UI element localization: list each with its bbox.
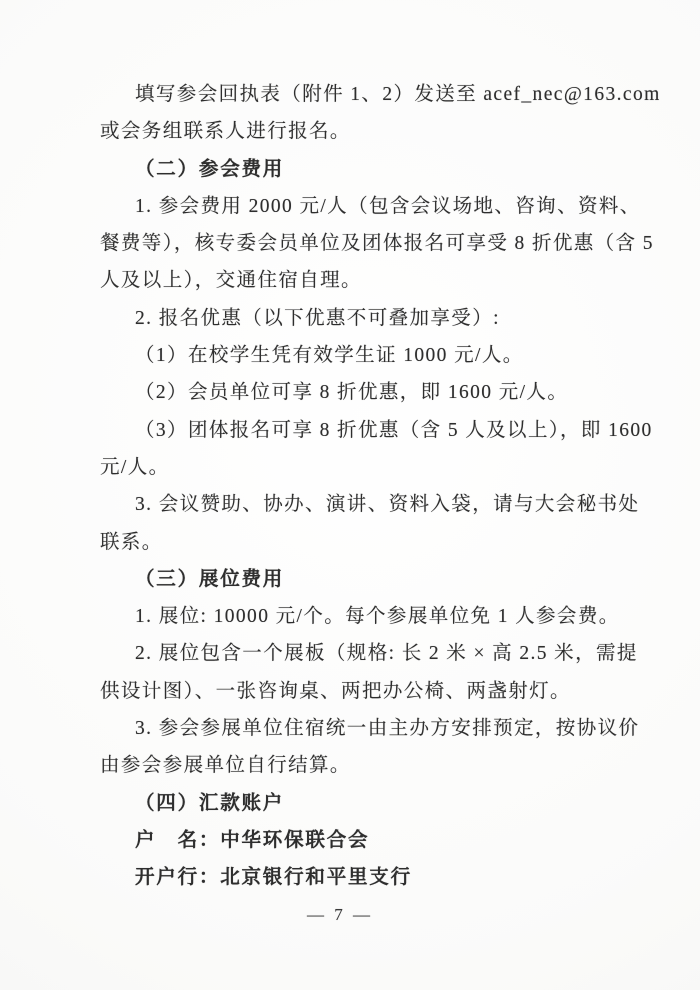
paragraph-account-bank: 开户行：北京银行和平里支行 bbox=[135, 867, 412, 889]
section-heading-account: （四）汇款账户 bbox=[135, 792, 285, 814]
paragraph-booth-price: 1. 展位: 10000 元/个。每个参展单位免 1 人参会费。 bbox=[135, 606, 620, 628]
paragraph-booth-spec: 2. 展位包含一个展板（规格: 长 2 米 × 高 2.5 米，需提 bbox=[135, 643, 638, 665]
paragraph-discount-intro: 2. 报名优惠（以下优惠不可叠加享受）: bbox=[135, 307, 500, 329]
paragraph-fee-item-1-cont: 餐费等），核专委会员单位及团体报名可享受 8 折优惠（含 5 bbox=[100, 233, 654, 255]
paragraph-booth-spec-cont: 供设计图）、一张咨询桌、两把办公椅、两盏射灯。 bbox=[100, 680, 571, 702]
paragraph-registration-email-cont: 或会务组联系人进行报名。 bbox=[100, 121, 351, 143]
paragraph-sponsorship-cont: 联系。 bbox=[100, 531, 163, 553]
paragraph-fee-item-1-cont2: 人及以上），交通住宿自理。 bbox=[100, 270, 362, 292]
paragraph-accommodation-cont: 由参会参展单位自行结算。 bbox=[100, 755, 351, 777]
paragraph-discount-group-cont: 元/人。 bbox=[100, 456, 170, 478]
section-heading-booth: （三）展位费用 bbox=[135, 568, 285, 590]
paragraph-account-name: 户 名：中华环保联合会 bbox=[135, 829, 370, 851]
document-body bbox=[100, 76, 661, 897]
page-number: — 7 — bbox=[307, 905, 373, 924]
paragraph-fee-item-1: 1. 参会费用 2000 元/人（包含会议场地、咨询、资料、 bbox=[135, 195, 641, 217]
paragraph-discount-group: （3）团体报名可享 8 折优惠（含 5 人及以上），即 1600 bbox=[135, 419, 653, 441]
paragraph-registration-email: 填写参会回执表（附件 1、2）发送至 acef_nec@163.com bbox=[135, 84, 661, 105]
paragraph-discount-member: （2）会员单位可享 8 折优惠，即 1600 元/人。 bbox=[135, 382, 569, 404]
paragraph-sponsorship: 3. 会议赞助、协办、演讲、资料入袋，请与大会秘书处 bbox=[135, 494, 640, 516]
paragraph-discount-student: （1）在校学生凭有效学生证 1000 元/人。 bbox=[135, 345, 524, 367]
paragraph-accommodation: 3. 参会参展单位住宿统一由主办方安排预定，按协议价 bbox=[135, 718, 640, 740]
section-heading-fees: （二）参会费用 bbox=[135, 158, 285, 180]
